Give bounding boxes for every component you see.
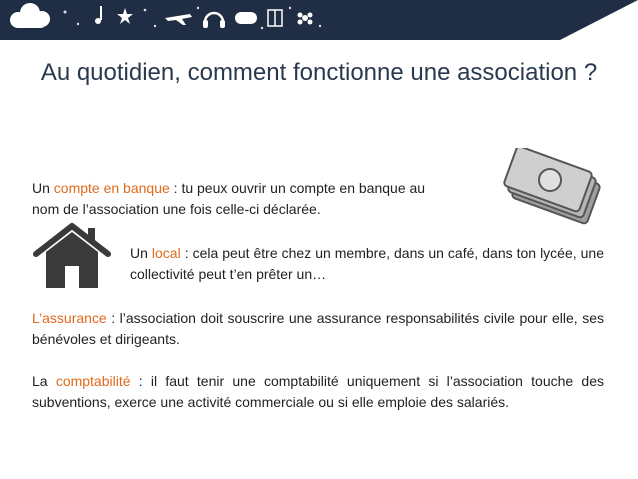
bank-line2: nom de l’association une fois celle-ci déclarée. <box>32 201 321 217</box>
money-icon <box>498 148 610 226</box>
assurance-term: L’assurance <box>32 310 107 326</box>
bank-line1: : tu peux ouvrir un compte en banque au <box>169 180 426 196</box>
comptabilite-after: : il faut tenir une comptabilité uniquement si l’association touche des subventions, exerce une activité commerciale ou si elle emploie des salariés. <box>32 373 604 410</box>
local-before: Un <box>130 245 152 261</box>
local-after: : cela peut être chez un membre, dans un café, dans ton lycée, une collectivité peut t’en prêter un… <box>130 245 605 282</box>
house-icon <box>32 222 112 290</box>
local-term: local <box>151 245 181 261</box>
page-title: Au quotidien, comment fonctionne une association ? <box>40 59 598 86</box>
bank-term: compte en banque <box>53 180 170 196</box>
assurance-paragraph <box>32 308 604 350</box>
assurance-after: : l’association doit souscrire une assurance responsabilités civile pour elle, ses bénévoles et dirigeants. <box>32 310 604 347</box>
local-paragraph <box>130 243 604 285</box>
bank-before: Un <box>32 180 54 196</box>
comptabilite-term: comptabilité <box>55 373 131 389</box>
comptabilite-paragraph <box>32 371 604 413</box>
bank-account-paragraph <box>32 178 492 220</box>
comptabilite-before: La <box>32 373 56 389</box>
header-banner <box>0 0 638 40</box>
gamepad-icon <box>235 12 257 24</box>
